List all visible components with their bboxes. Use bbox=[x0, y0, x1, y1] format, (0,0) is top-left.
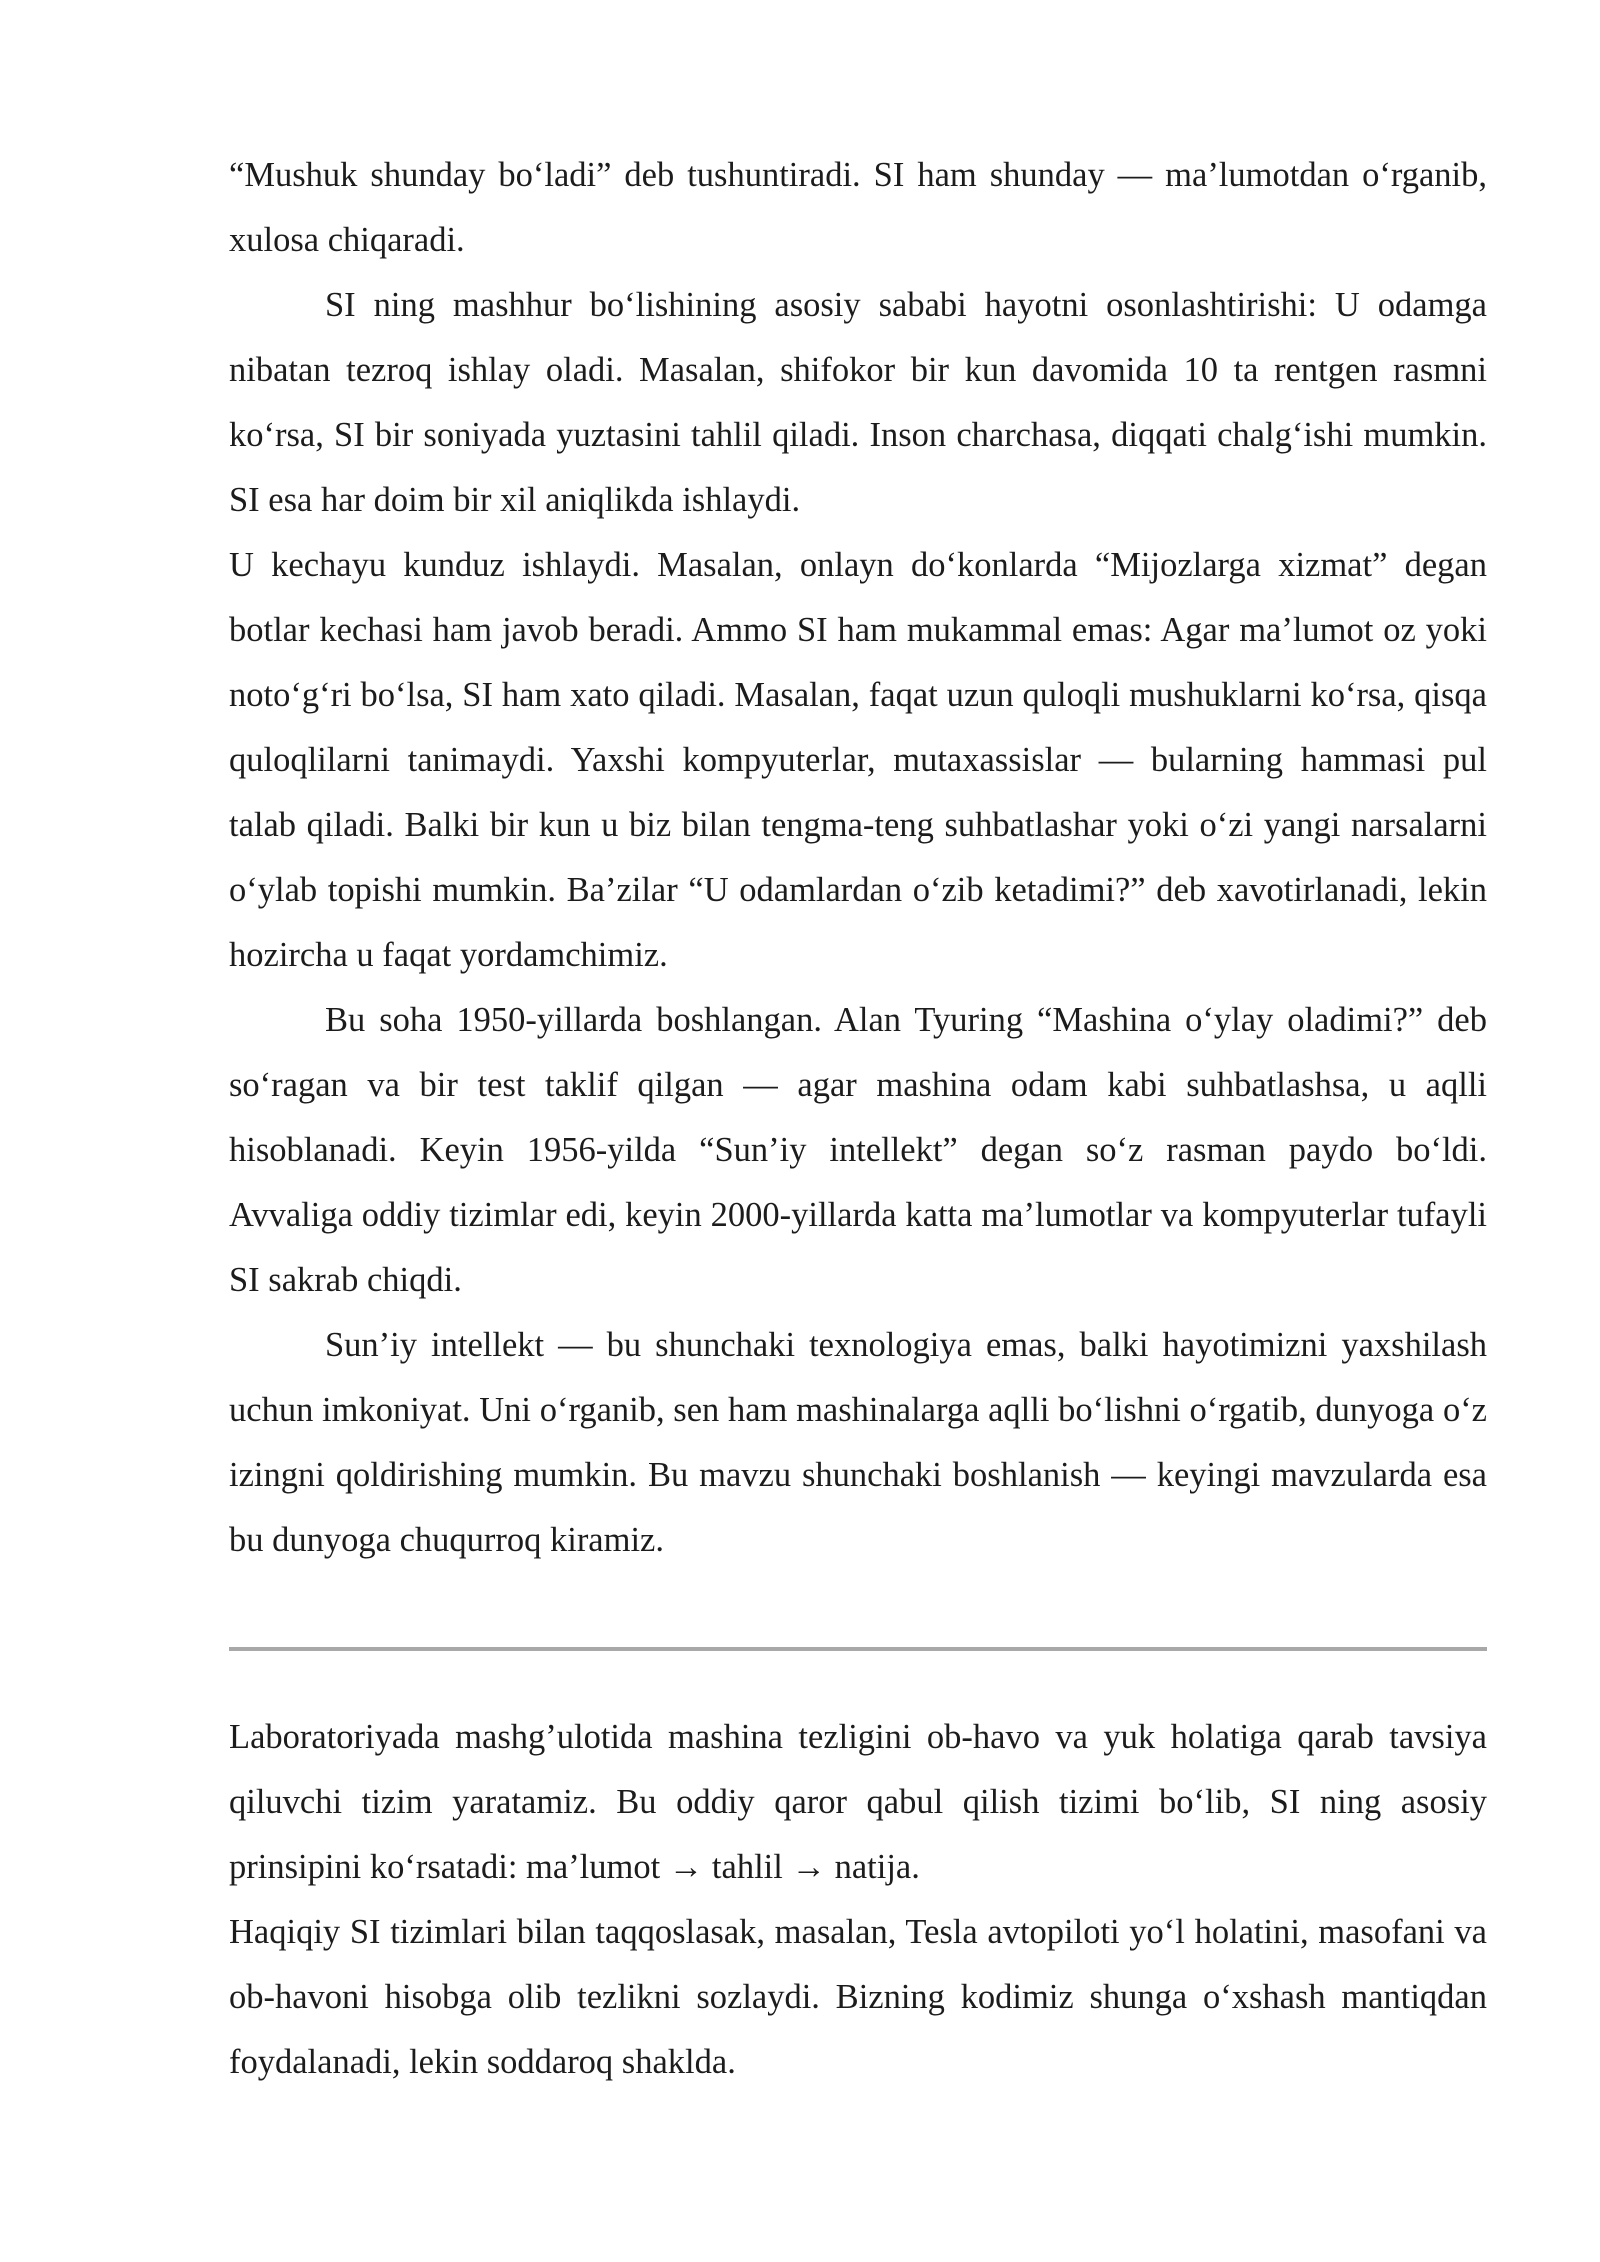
paragraph: Haqiqiy SI tizimlari bilan taqqoslasak, masalan, Tesla avtopiloti yo‘l holatini, masofani va ob-havoni hisobga olib tezlikni sozlaydi. Bizning kodimiz shunga o‘xshash mantiqdan foydalanadi, lekin soddaroq shaklda. bbox=[229, 1913, 1487, 2081]
paragraph: Laboratoriyada mashg’ulotida mashina tezligini ob-havo va yuk holatiga qarab tavsiya qiluvchi tizim yaratamiz. Bu oddiy qaror qabul qilish tizimi bo‘lib, SI ning asosiy prinsipini ko‘rsatadi: ma’lumot → tahlil → natija. bbox=[229, 1718, 1487, 1886]
paragraph: Sun’iy intellekt — bu shunchaki texnologiya emas, balki hayotimizni yaxshilash uchun imkoniyat. Uni o‘rganib, sen ham mashinalarga aqlli bo‘lishni o‘rgatib, dunyoga o‘z izingni qoldirishing mumkin. Bu mavzu shunchaki boshlanish — keyingi mavzularda esa bu dunyoga chuqurroq kiramiz. bbox=[229, 1326, 1487, 1559]
paragraph: U kechayu kunduz ishlaydi. Masalan, onlayn do‘konlarda “Mijozlarga xizmat” degan botlar kechasi ham javob beradi. Ammo SI ham mukammal emas: Agar ma’lumot oz yoki noto‘g‘ri bo‘lsa, SI ham xato qiladi. Masalan, faqat uzun quloqli mushuklarni ko‘rsa, qisqa quloqlilarni tanimaydi. Yaxshi kompyuterlar, mutaxassislar — bularning hammasi pul talab qiladi. Balki bir kun u biz bilan tengma-teng suhbatlashar yoki o‘zi yangi narsalarni o‘ylab topishi mumkin. Ba’zilar “U odamlardan o‘zib ketadimi?” deb xavotirlanadi, lekin hozircha u faqat yordamchimiz. bbox=[229, 546, 1487, 974]
paragraph: SI ning mashhur bo‘lishining asosiy sababi hayotni osonlashtirishi: U odamga nibatan tezroq ishlay oladi. Masalan, shifokor bir kun davomida 10 ta rentgen rasmni ko‘rsa, SI bir soniyada yuztasini tahlil qiladi. Inson charchasa, diqqati chalg‘ishi mumkin. SI esa har doim bir xil aniqlikda ishlaydi. bbox=[229, 286, 1487, 519]
horizontal-divider bbox=[229, 1647, 1487, 1651]
paragraph: Bu soha 1950-yillarda boshlangan. Alan Tyuring “Mashina o‘ylay oladimi?” deb so‘ragan va bir test taklif qilgan — agar mashina odam kabi suhbatlashsa, u aqlli hisoblanadi. Keyin 1956-yilda “Sun’iy intellekt” degan so‘z rasman paydo bo‘ldi. Avvaliga oddiy tizimlar edi, keyin 2000-yillarda katta ma’lumotlar va kompyuterlar tufayli SI sakrab chiqdi. bbox=[229, 1001, 1487, 1299]
paragraph: “Mushuk shunday bo‘ladi” deb tushuntiradi. SI ham shunday — ma’lumotdan o‘rganib, xulosa chiqaradi. bbox=[229, 156, 1487, 259]
lab-text-section bbox=[229, 1705, 1487, 2095]
main-text-section bbox=[229, 143, 1487, 1573]
